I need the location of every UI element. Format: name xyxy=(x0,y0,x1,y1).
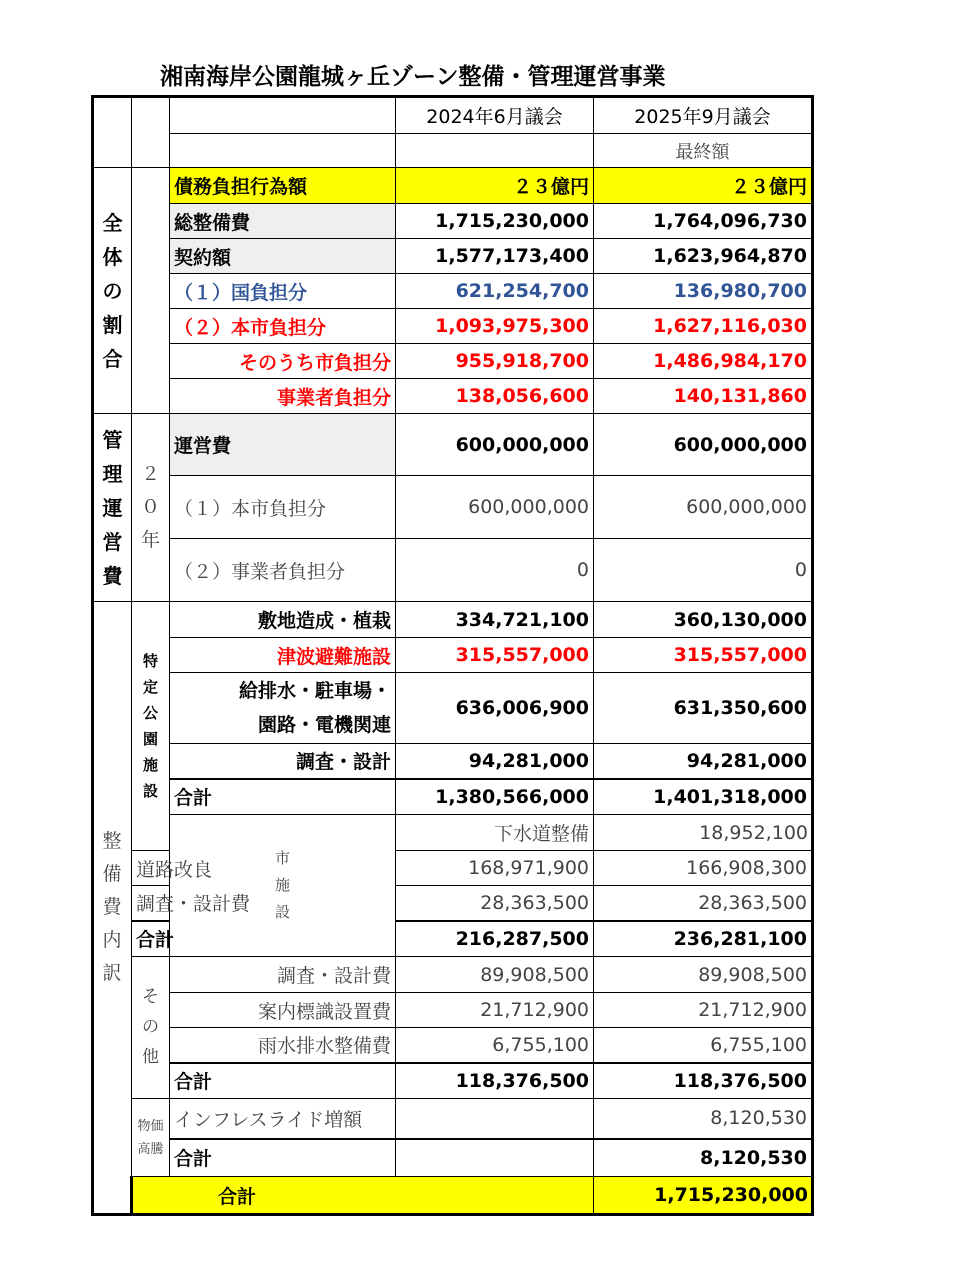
section-management: 管 理 運 営 費 xyxy=(93,414,132,602)
row-sum-other: 合計 118,376,500 118,376,500 xyxy=(93,1063,813,1099)
row-national: （１）国負担分 621,254,700 136,980,700 xyxy=(93,274,813,309)
row-city-share: （２）本市負担分 1,093,975,300 1,627,116,030 xyxy=(93,309,813,344)
header-row xyxy=(93,97,813,134)
row-contract: 契約額 1,577,173,400 1,623,964,870 xyxy=(93,239,813,274)
section-specific-park: 特 定 公 園 施 設 xyxy=(132,602,170,851)
row-rain: 雨水排水整備費 6,755,100 6,755,100 xyxy=(93,1028,813,1063)
header-final-amount: 最終額 xyxy=(594,134,813,168)
header-blank-c xyxy=(170,97,396,134)
row-sum-city: 合計 216,287,500 236,281,100 xyxy=(93,921,813,957)
section-city-facility: 市 施 設 xyxy=(170,815,396,957)
section-other: そ の 他 xyxy=(132,957,170,1099)
header-2025: 2025年9月議会 xyxy=(594,97,813,134)
header-blank-b xyxy=(132,97,170,168)
row-operator-share: 事業者負担分 138,056,600 140,131,860 xyxy=(93,379,813,414)
row-signs: 案内標識設置費 21,712,900 21,712,900 xyxy=(93,993,813,1028)
row-of-which-city: そのうち市負担分 955,918,700 1,486,984,170 xyxy=(93,344,813,379)
section-overall-blank xyxy=(132,168,170,414)
header-2024: 2024年6月議会 xyxy=(396,97,594,134)
row-survey-3: そ の 他 調査・設計費 89,908,500 89,908,500 xyxy=(93,957,813,993)
row-survey-1: 調査・設計 94,281,000 94,281,000 xyxy=(93,744,813,779)
row-sum-inflation: 合計 8,120,530 xyxy=(93,1139,813,1177)
section-overall: 全 体 の 割 合 xyxy=(93,168,132,414)
section-price-rise: 物価 高騰 xyxy=(132,1099,170,1177)
row-inflation: 物価 高騰 インフレスライド増額 8,120,530 xyxy=(93,1099,813,1139)
row-tsunami: 津波避難施設 315,557,000 315,557,000 xyxy=(93,638,813,673)
page-title: 湘南海岸公園龍城ヶ丘ゾーン整備・管理運営事業 xyxy=(160,64,666,90)
row-water: 給排水・駐車場・ 園路・電機関連 636,006,900 631,350,600 xyxy=(93,673,813,744)
header-sub-row xyxy=(93,134,813,168)
row-site: 整 備 費 内 訳 特 定 公 園 施 設 敷地造成・植栽 334,721,100 360,130,000 xyxy=(93,602,813,638)
header-blank-a xyxy=(93,97,132,168)
row-debt: 全 体 の 割 合 債務負担行為額 ２３億円 ２３億円 xyxy=(93,168,813,204)
row-operating: 管 理 運 営 費 ２ ０ 年 運営費 600,000,000 600,000,000 xyxy=(93,414,813,476)
row-total-cost: 総整備費 1,715,230,000 1,764,096,730 xyxy=(93,204,813,239)
row-sewer: 市 施 設 下水道整備 18,952,100 xyxy=(93,815,813,851)
row-op-operator: （２）事業者負担分 0 0 xyxy=(93,539,813,602)
row-op-city: （１）本市負担分 600,000,000 600,000,000 xyxy=(93,476,813,539)
budget-table xyxy=(91,95,814,1216)
section-breakdown: 整 備 費 内 訳 xyxy=(93,602,132,1215)
section-years: ２ ０ 年 xyxy=(132,414,170,602)
row-sum-specific: 合計 1,380,566,000 1,401,318,000 xyxy=(93,779,813,815)
row-survey-2: 調査・設計費 28,363,500 28,363,500 xyxy=(93,886,813,921)
row-road: 道路改良 168,971,900 166,908,300 xyxy=(93,851,813,886)
row-grand-total: 合計 1,715,230,000 xyxy=(93,1177,813,1215)
